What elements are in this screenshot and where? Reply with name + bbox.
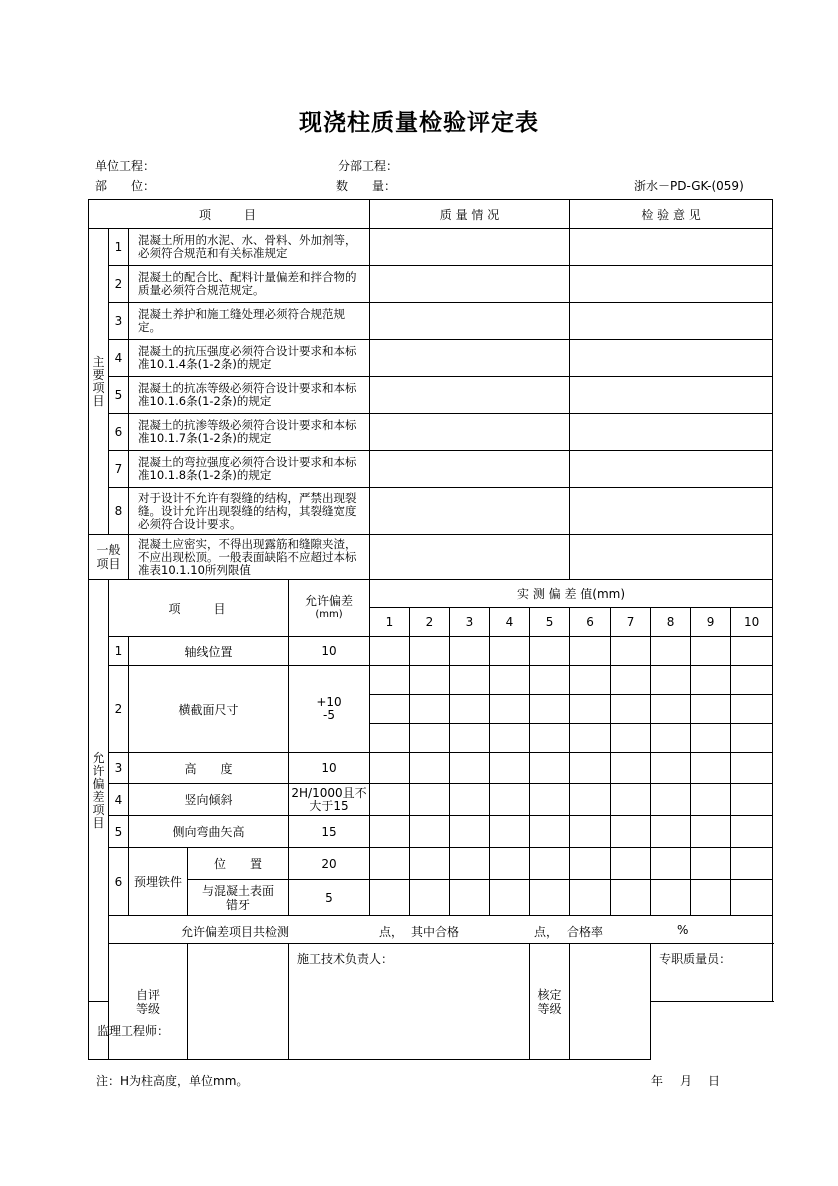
tolerance-item-name: 竖向倾斜 [129, 784, 289, 816]
allow-upper: +10 [316, 695, 342, 709]
summary-text: 点， [534, 925, 559, 939]
general-group-label: 一般项目 [89, 535, 129, 580]
measured-col: 10 [731, 608, 773, 637]
measured-col: 3 [450, 608, 490, 637]
tech-lead-label: 施工技术负责人： [289, 944, 530, 1060]
opinion-cell [570, 377, 773, 414]
table-row [89, 451, 773, 488]
tolerance-allow: 5 [289, 880, 370, 916]
allow-label: 允许偏差 [304, 594, 353, 608]
quality-cell [370, 451, 570, 488]
table-header-row [89, 200, 773, 229]
allow-line: 2H/1000且不 [291, 785, 367, 800]
item-text: 对于设计不允许有裂缝的结构，严禁出现裂缝。设计允许出现裂缝的结构，其裂缝宽度必须符合设计要求。 [129, 488, 370, 535]
measured-col: 4 [490, 608, 530, 637]
item-number: 6 [109, 848, 129, 916]
item-number: 6 [109, 414, 129, 451]
tolerance-item-name: 轴线位置 [129, 637, 289, 666]
item-text: 混凝土所用的水泥、水、骨料、外加剂等，必须符合规范和有关标准规定 [129, 229, 370, 266]
tolerance-item-name: 预埋铁件 [129, 848, 188, 916]
measured-col: 2 [410, 608, 450, 637]
quality-cell [370, 303, 570, 340]
item-number: 8 [109, 488, 129, 535]
measured-col: 6 [570, 608, 611, 637]
measured-col: 1 [370, 608, 410, 637]
header-item: 项 目 [89, 200, 370, 229]
tolerance-group-label: 允许偏差项目 [89, 580, 109, 1002]
quality-officer-label: 专职质量员： [651, 944, 773, 1002]
item-text: 混凝土的配合比、配料计量偏差和拌合物的质量必须符合规范规定。 [129, 266, 370, 303]
tolerance-header-row [89, 580, 773, 608]
tolerance-header-item: 项 目 [109, 580, 289, 637]
subitem-line: 错牙 [225, 897, 250, 912]
tolerance-header-allow [289, 580, 370, 637]
part-label: 部 位： [95, 179, 156, 193]
opinion-cell [570, 414, 773, 451]
tolerance-item-name: 高 度 [129, 753, 289, 784]
year-label: 年 [651, 1074, 664, 1088]
general-item-text: 混凝土应密实，不得出现露筋和缝隙夹渣，不应出现松顶。一般表面缺陷不应超过本标准表10.1.10所列限值 [129, 535, 370, 580]
table-row [89, 377, 773, 414]
tolerance-allow: 20 [289, 848, 370, 880]
main-group-label: 主要项目 [89, 229, 109, 535]
header-opinion: 检 验 意 见 [570, 200, 773, 229]
table-row [89, 229, 773, 266]
footnote: 注：H为柱高度，单位mm。 [96, 1074, 249, 1088]
opinion-cell [570, 535, 773, 580]
item-number: 1 [109, 637, 129, 666]
tolerance-allow: 15 [289, 816, 370, 848]
item-number: 4 [109, 784, 129, 816]
item-text: 混凝土的抗压强度必须符合设计要求和本标准10.1.4条(1-2条)的规定 [129, 340, 370, 377]
month-label: 月 [680, 1074, 693, 1088]
opinion-cell [570, 266, 773, 303]
measured-header: 实 测 偏 差 值(mm) [370, 580, 773, 608]
supervisor-label: 监理工程师： [89, 1002, 289, 1060]
tolerance-allow [289, 666, 370, 753]
inspection-table [88, 199, 773, 1060]
item-number: 3 [109, 303, 129, 340]
item-number: 4 [109, 340, 129, 377]
quantity-label: 数 量： [336, 179, 397, 193]
unit-project-label: 单位工程： [95, 159, 156, 173]
table-row [89, 266, 773, 303]
opinion-cell [570, 451, 773, 488]
item-number: 7 [109, 451, 129, 488]
doc-code: 浙水－PD-GK-(059) [634, 179, 744, 193]
table-row [89, 666, 773, 695]
signature-row [89, 944, 773, 1002]
quality-cell [370, 377, 570, 414]
header-quality: 质 量 情 况 [370, 200, 570, 229]
quality-cell [370, 414, 570, 451]
table-row [89, 753, 773, 784]
tolerance-subitem-name: 位 置 [188, 848, 289, 880]
table-row [89, 303, 773, 340]
page-title: 现浇柱质量检验评定表 [299, 110, 539, 136]
tolerance-item-name: 侧向弯曲矢高 [129, 816, 289, 848]
table-row [89, 535, 773, 580]
verify-label: 核定等级 [530, 944, 570, 1060]
item-text: 混凝土的弯拉强度必须符合设计要求和本标准10.1.8条(1-2条)的规定 [129, 451, 370, 488]
summary-text: 点， [379, 925, 404, 939]
table-row [89, 880, 773, 916]
quality-cell [370, 488, 570, 535]
subitem-line: 与混凝土表面 [201, 883, 274, 898]
measured-col: 5 [530, 608, 570, 637]
item-number: 3 [109, 753, 129, 784]
table-row [89, 784, 773, 816]
item-text: 混凝土的抗冻等级必须符合设计要求和本标准10.1.6条(1-2条)的规定 [129, 377, 370, 414]
self-eval-label: 自评等级 [109, 944, 188, 1060]
quality-cell [370, 266, 570, 303]
allow-line: 大于15 [309, 798, 349, 813]
measured-col: 9 [691, 608, 731, 637]
table-row [89, 414, 773, 451]
table-row [89, 637, 773, 666]
tolerance-allow [289, 784, 370, 816]
day-label: 日 [708, 1074, 721, 1088]
item-number: 5 [109, 377, 129, 414]
item-number: 2 [109, 266, 129, 303]
item-number: 2 [109, 666, 129, 753]
tolerance-allow: 10 [289, 637, 370, 666]
allow-unit: (mm) [315, 609, 343, 620]
measured-col: 7 [611, 608, 651, 637]
summary-row [89, 916, 773, 944]
sub-project-label: 分部工程： [338, 159, 399, 173]
opinion-cell [570, 340, 773, 377]
opinion-cell [570, 488, 773, 535]
table-row [89, 816, 773, 848]
table-row [89, 340, 773, 377]
summary-text: 合格率 [567, 925, 604, 939]
quality-cell [370, 535, 570, 580]
measured-col: 8 [651, 608, 691, 637]
table-row [89, 488, 773, 535]
opinion-cell [570, 303, 773, 340]
item-text: 混凝土的抗渗等级必须符合设计要求和本标准10.1.7条(1-2条)的规定 [129, 414, 370, 451]
quality-cell [370, 229, 570, 266]
tolerance-subitem-name [188, 880, 289, 916]
item-number: 5 [109, 816, 129, 848]
summary-text: % [677, 923, 689, 937]
allow-lower: -5 [323, 708, 335, 722]
quality-cell [370, 340, 570, 377]
summary-cell [109, 916, 773, 944]
item-text: 混凝土养护和施工缝处理必须符合规范规定。 [129, 303, 370, 340]
summary-text: 允许偏差项目共检测 [181, 925, 290, 939]
opinion-cell [570, 229, 773, 266]
tolerance-allow: 10 [289, 753, 370, 784]
item-number: 1 [109, 229, 129, 266]
tolerance-item-name: 横截面尺寸 [129, 666, 289, 753]
table-row [89, 848, 773, 880]
summary-text: 其中合格 [411, 925, 460, 939]
verify-cell [570, 944, 651, 1060]
